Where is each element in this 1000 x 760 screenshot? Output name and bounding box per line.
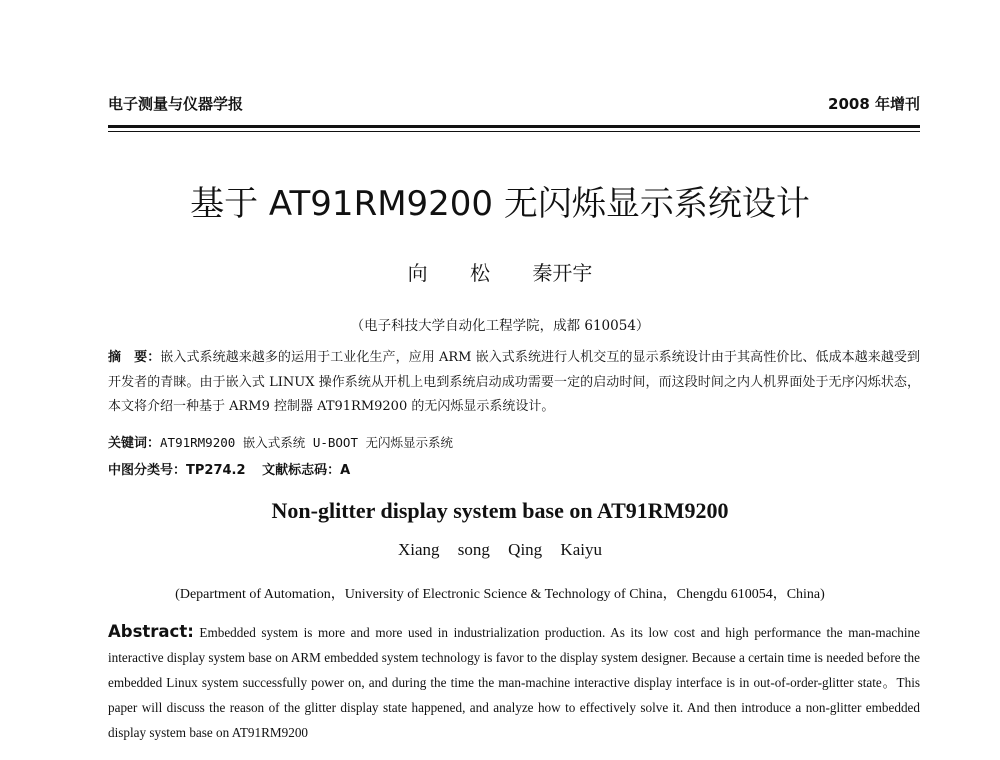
abstract-english (108, 619, 920, 745)
clc-value: TP274.2 (186, 463, 246, 478)
keywords-label: 关键词： (108, 436, 161, 451)
doc-code-label: 文献标志码： (262, 463, 341, 478)
title-english: Non-glitter display system base on AT91RM9200 (271, 498, 729, 523)
header-rule-thin (108, 131, 920, 132)
journal-name: 电子测量与仪器学报 (108, 95, 244, 113)
classification-line (108, 459, 350, 478)
abstract-english-label: Abstract: (108, 622, 194, 641)
abstract-chinese-label: 摘 要： (108, 350, 161, 365)
header-rule-thick (108, 125, 920, 128)
authors-english: Xiang song Qing Kaiyu (398, 540, 602, 559)
affiliation-english: (Department of Automation，University of Electronic Science & Technology of China，Chengdu 610054，China) (175, 587, 825, 602)
abstract-chinese-text: 嵌入式系统越来越多的运用于工业化生产，应用 ARM 嵌入式系统进行人机交互的显示系统设计由于其高性价比、低成本越来越受到开发者的青睐。由于嵌入式 LINUX 操作系统从开机上电到系统启动成功需要一定的启动时间，而这段时间之内人机界面处于无序闪烁状态，本文将介绍一种基于 ARM9 控制器 AT91RM9200 的无闪烁显示系统设计。 (108, 350, 920, 414)
authors-chinese: 向 松 秦开宇 (407, 261, 593, 285)
journal-issue: 2008 年增刊 (828, 95, 920, 113)
title-chinese: 基于 AT91RM9200 无闪烁显示系统设计 (190, 184, 810, 224)
abstract-chinese (108, 346, 920, 420)
doc-code-value: A (340, 463, 351, 478)
keywords-text: AT91RM9200 嵌入式系统 U-BOOT 无闪烁显示系统 (160, 435, 454, 450)
keywords-chinese (108, 432, 453, 451)
clc-label: 中图分类号： (108, 463, 187, 478)
abstract-english-text: Embedded system is more and more used in industrialization production. As its low cost and high performance the man-machine interactive display system base on ARM embedded system technology is favor to the display system designer. Because a certain time is needed before the embedded Linux system successfully power on, and during the time the man-machine interactive display interface is in out-of-order-glitter state。This paper will discuss the reason of the glitter display state happened, and analyze how to effectively solve it. And then introduce a non-glitter embedded display system base on AT91RM9200 (108, 625, 920, 740)
affiliation-chinese: （电子科技大学自动化工程学院，成都 610054） (350, 318, 650, 334)
